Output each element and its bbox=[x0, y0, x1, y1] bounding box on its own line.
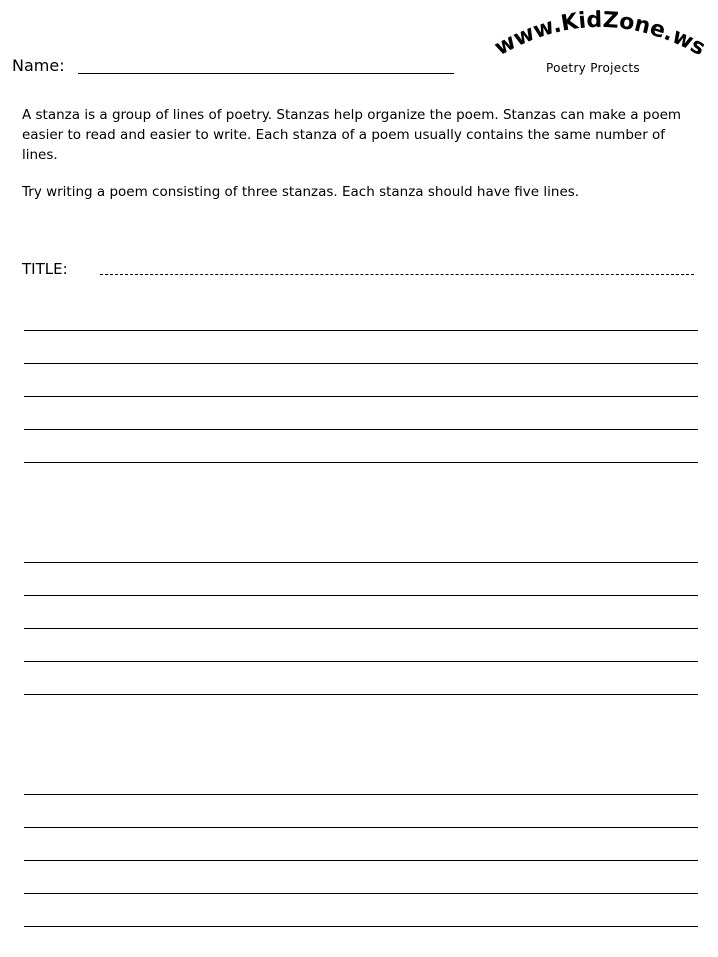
title-blank-line bbox=[100, 274, 694, 275]
stanza-1-line-2 bbox=[24, 363, 698, 364]
name-label: Name: bbox=[12, 56, 65, 75]
stanza-2-line-2 bbox=[24, 595, 698, 596]
stanza-2-line-5 bbox=[24, 694, 698, 695]
kidzone-logo-text: www.KidZone.ws bbox=[490, 7, 710, 62]
stanza-1-line-4 bbox=[24, 429, 698, 430]
title-label: TITLE: bbox=[22, 260, 68, 278]
stanza-3-line-1 bbox=[24, 794, 698, 795]
task-paragraph: Try writing a poem consisting of three stanzas. Each stanza should have five lines. bbox=[22, 184, 580, 200]
kidzone-logo-graphic bbox=[488, 6, 710, 66]
stanza-3-line-5 bbox=[24, 926, 698, 927]
stanza-3-line-4 bbox=[24, 893, 698, 894]
stanza-2-line-1 bbox=[24, 562, 698, 563]
stanza-2-line-3 bbox=[24, 628, 698, 629]
title-row bbox=[22, 258, 698, 282]
stanza-1-line-3 bbox=[24, 396, 698, 397]
name-blank-line bbox=[78, 73, 454, 74]
stanza-3-line-3 bbox=[24, 860, 698, 861]
intro-paragraph: A stanza is a group of lines of poetry. Stanzas help organize the poem. Stanzas can make a poem easier to read and easier to write. Each stanza of a poem usually contains the same number of lines. bbox=[22, 107, 682, 163]
worksheet-subtitle: Poetry Projects bbox=[546, 61, 640, 75]
stanza-2-line-4 bbox=[24, 661, 698, 662]
kidzone-logo bbox=[488, 6, 710, 66]
name-row bbox=[12, 55, 452, 79]
stanza-3-line-2 bbox=[24, 827, 698, 828]
stanza-1-line-5 bbox=[24, 462, 698, 463]
stanza-1-line-1 bbox=[24, 330, 698, 331]
